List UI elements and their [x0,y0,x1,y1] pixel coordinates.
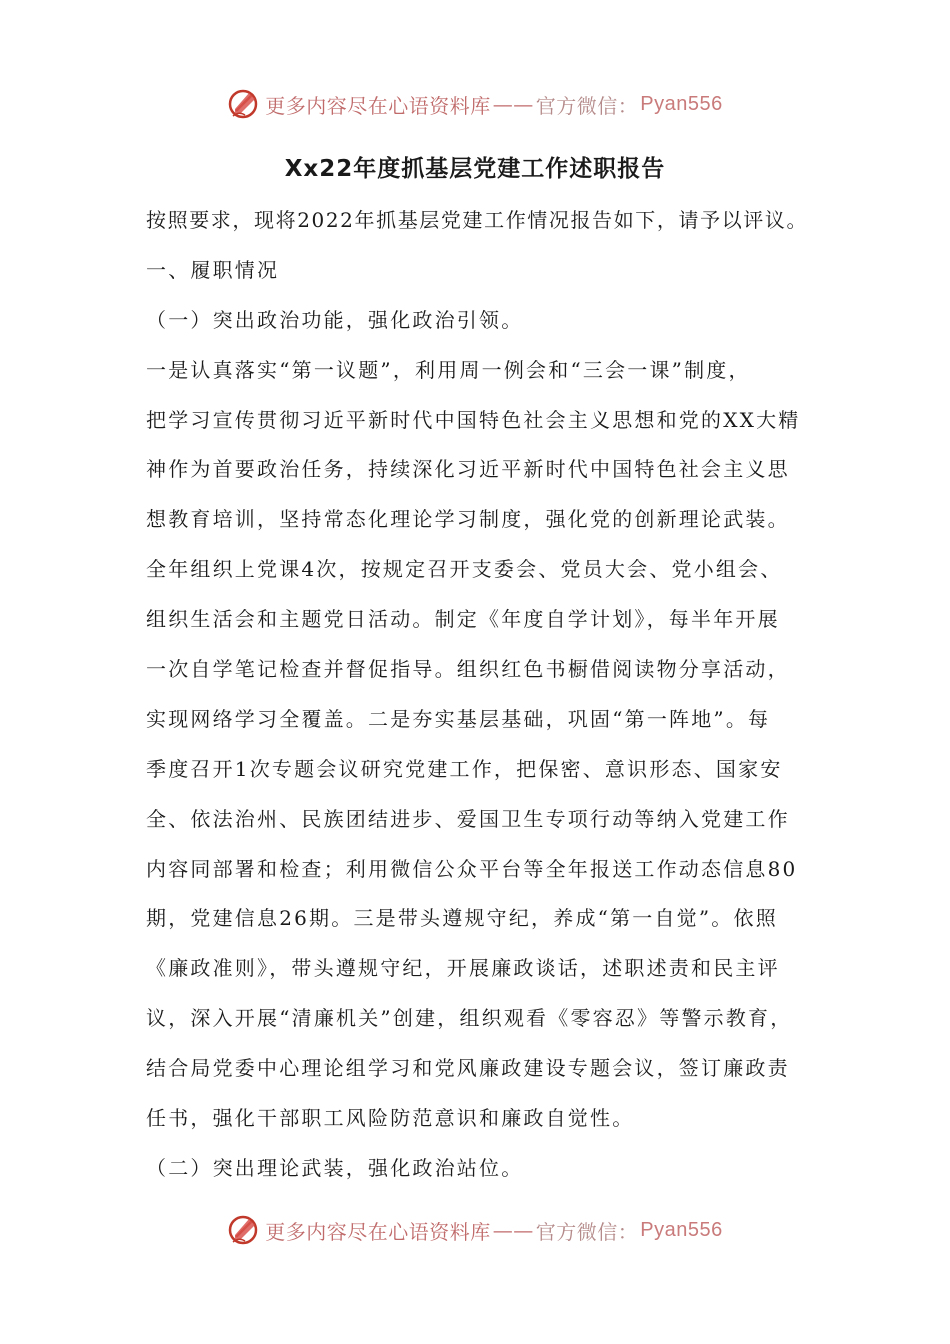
watermark-footer [0,1210,950,1250]
body-line: 《廉政准则》，带头遵规守纪，开展廉政谈话，述职述责和民主评 [146,956,780,981]
body-line: 任书，强化干部职工风险防范意识和廉政自觉性。 [146,1106,635,1131]
body-line: 全、依法治州、民族团结进步、爱国卫生专项行动等纳入党建工作 [146,806,790,831]
watermark-main-text: 更多内容尽在心语资料库 [265,1219,491,1244]
body-line: 实现网络学习全覆盖。二是夯实基层基础，巩固“第一阵地”。每 [146,706,771,731]
body-line: 一次自学笔记检查并督促指导。组织红色书橱借阅读物分享活动， [146,657,790,682]
watermark-wechat-id: Pyan556 [640,1218,723,1241]
subsection-heading: （二）突出理论武装，强化政治站位。 [146,1155,524,1180]
body-line: 期，党建信息26期。三是带头遵规守纪，养成“第一自觉”。依照 [146,906,778,931]
body-line: 神作为首要政治任务，持续深化习近平新时代中国特色社会主义思 [146,457,790,482]
body-line: 按照要求，现将2022年抓基层党建工作情况报告如下，请予以评议。 [146,208,809,232]
watermark-wechat-id: Pyan556 [640,92,723,115]
body-line: 把学习宣传贯彻习近平新时代中国特色社会主义思想和党的XX大精 [146,407,801,432]
body-line: 一是认真落实“第一议题”，利用周一例会和“三会一课”制度， [146,357,751,382]
section-heading: 一、履职情况 [146,257,280,282]
watermark-official-label: 官方微信： [535,1219,639,1244]
body-line: 组织生活会和主题党日活动。制定《年度自学计划》，每半年开展 [146,607,780,632]
watermark-official-label: 官方微信： [535,93,639,118]
watermark-dash: —— [492,1218,534,1242]
body-line: 结合局党委中心理论组学习和党风廉政建设专题会议，签订廉政责 [146,1056,790,1081]
watermark-header [0,84,950,124]
watermark-dash: —— [492,92,534,116]
document-title: Xx22年度抓基层党建工作述职报告 [284,156,666,182]
pen-logo-icon [227,1213,261,1247]
body-line: 议，深入开展“清廉机关”创建，组织观看《零容忍》等警示教育， [146,1006,793,1031]
document-body [146,196,826,1194]
watermark-main-text: 更多内容尽在心语资料库 [265,93,491,118]
pen-logo-icon [227,87,261,121]
body-line: 内容同部署和检查；利用微信公众平台等全年报送工作动态信息80 [146,856,798,881]
body-line: 全年组织上党课4次，按规定召开支委会、党员大会、党小组会、 [146,557,783,582]
body-line: 想教育培训，坚持常态化理论学习制度，强化党的创新理论武装。 [146,507,790,532]
body-line: 季度召开1次专题会议研究党建工作，把保密、意识形态、国家安 [146,756,783,781]
subsection-heading: （一）突出政治功能，强化政治引领。 [146,307,524,332]
